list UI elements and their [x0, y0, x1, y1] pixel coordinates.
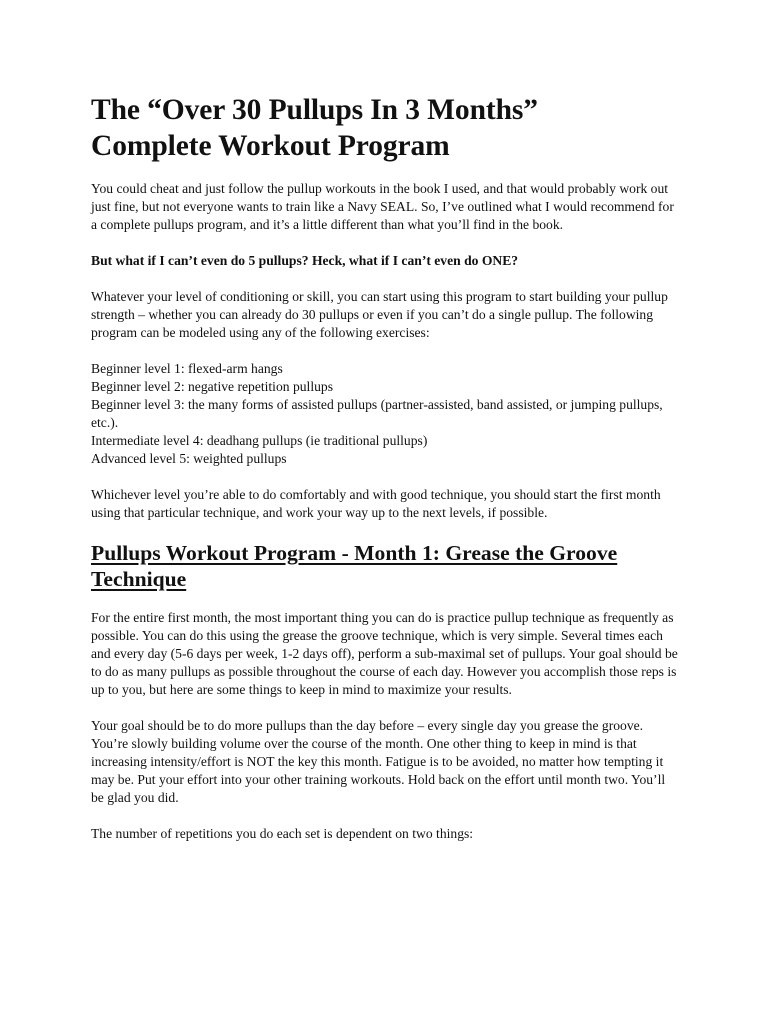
- list-item: Beginner level 1: flexed-arm hangs: [91, 361, 283, 376]
- list-item: Intermediate level 4: deadhang pullups (ie traditional pullups): [91, 433, 428, 448]
- level-paragraph: Whatever your level of conditioning or skill, you can start using this program to start building your pullup strength – whether you can already do 30 pullups or even if you can’t do a single pullup. The following program can be modeled using any of the following exercises:: [91, 289, 668, 340]
- month1-paragraph: For the entire first month, the most important thing you can do is practice pullup technique as frequently as possible. You can do this using the grease the groove technique, which is very simple. Several times each and every day (5-6 days per week, 1-2 days off), perform a sub-maximal set of pullups. Your goal should be to do as many pullups as possible throughout the course of each day. However you accomplish those reps is up to you, but here are some things to keep in mind to maximize your results.: [91, 610, 678, 697]
- section-heading: Pullups Workout Program - Month 1: Grease the Groove Technique: [91, 541, 618, 591]
- document-title: [91, 92, 681, 164]
- whichever-paragraph: Whichever level you’re able to do comfortably and with good technique, you should start the first month using that particular technique, and work your way up to the next levels, if possible.: [91, 487, 661, 520]
- list-item: Beginner level 3: the many forms of assisted pullups (partner-assisted, band assisted, or jumping pullups, etc.).: [91, 397, 663, 430]
- list-item: Beginner level 2: negative repetition pullups: [91, 379, 333, 394]
- document-page: [91, 92, 681, 843]
- question-paragraph: But what if I can’t even do 5 pullups? Heck, what if I can’t even do ONE?: [91, 253, 519, 268]
- list-item: Advanced level 5: weighted pullups: [91, 451, 287, 466]
- goal-paragraph: Your goal should be to do more pullups than the day before – every single day you grease the groove. You’re slowly building volume over the course of the month. One other thing to keep in mind is that increasing intensity/effort is NOT the key this month. Fatigue is to be avoided, no matter how tempting it may be. Put your effort into your other training workouts. Hold back on the effort until month two. You’ll be glad you did.: [91, 718, 666, 805]
- intro-paragraph: You could cheat and just follow the pullup workouts in the book I used, and that would probably work out just fine, but not everyone wants to train like a Navy SEAL. So, I’ve outlined what I would recommend for a complete pullups program, and it’s a little different than what you’ll find in the book.: [91, 181, 674, 232]
- title-line-1: The “Over 30 Pullups In 3 Months”: [91, 94, 538, 126]
- levels-list: [91, 360, 681, 468]
- reps-paragraph: The number of repetitions you do each set is dependent on two things:: [91, 826, 474, 841]
- title-line-2: Complete Workout Program: [91, 130, 450, 162]
